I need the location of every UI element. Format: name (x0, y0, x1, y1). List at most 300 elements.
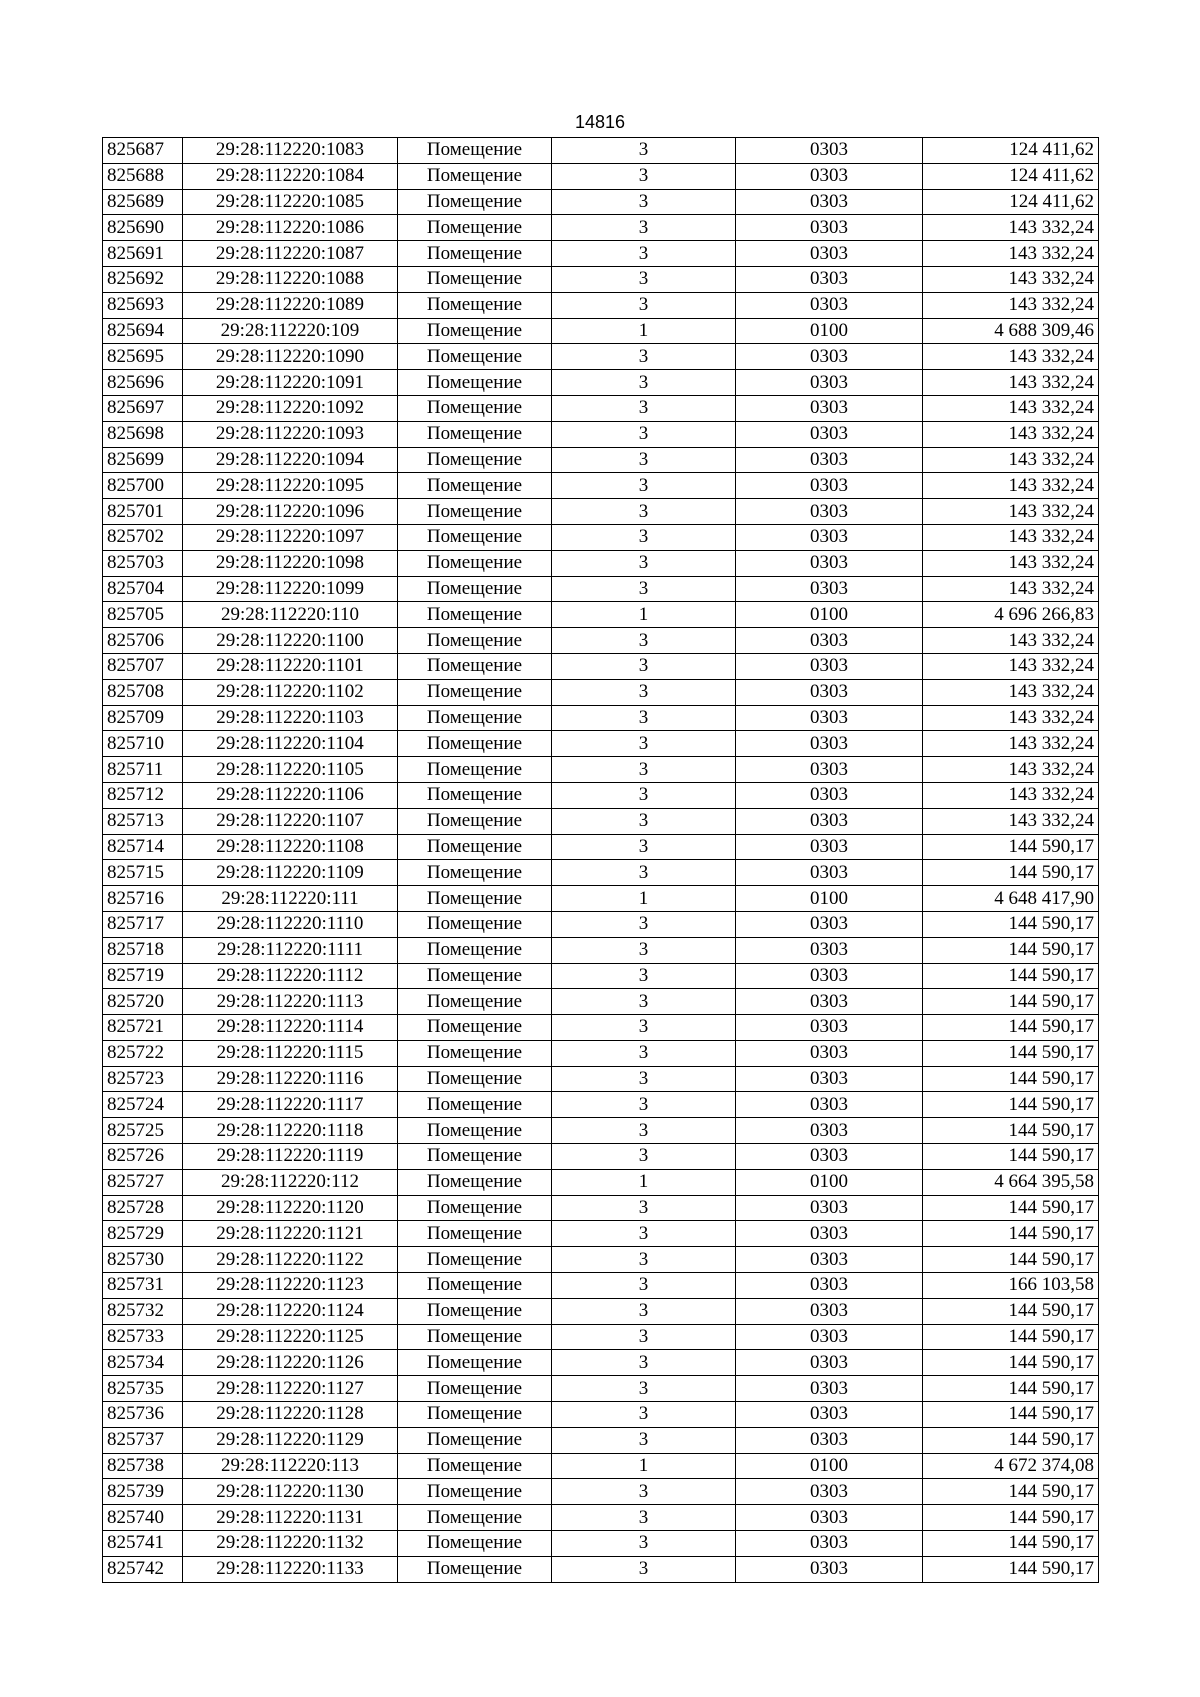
cadastral-value-cell: 144 590,17 (923, 1298, 1099, 1324)
row-id-cell: 825730 (103, 1247, 183, 1273)
cadastral-value-cell: 144 590,17 (923, 1118, 1099, 1144)
table-row (103, 1505, 1099, 1531)
object-type-cell: Помещение (398, 189, 552, 215)
purpose-code-cell: 0100 (736, 1453, 923, 1479)
purpose-code-cell: 0303 (736, 1298, 923, 1324)
cadastral-value-cell: 143 332,24 (923, 292, 1099, 318)
object-type-cell: Помещение (398, 292, 552, 318)
cadastral-value-cell: 144 590,17 (923, 1531, 1099, 1557)
purpose-code-cell: 0100 (736, 1169, 923, 1195)
cadastral-number-cell: 29:28:112220:1114 (183, 1015, 398, 1041)
object-type-cell: Помещение (398, 757, 552, 783)
table-row (103, 1195, 1099, 1221)
cadastral-value-cell: 144 590,17 (923, 963, 1099, 989)
cadastral-number-cell: 29:28:112220:1099 (183, 576, 398, 602)
cadastral-value-cell: 144 590,17 (923, 1144, 1099, 1170)
table-row (103, 1376, 1099, 1402)
object-type-cell: Помещение (398, 447, 552, 473)
purpose-code-cell: 0303 (736, 395, 923, 421)
object-type-cell: Помещение (398, 1118, 552, 1144)
purpose-code-cell: 0303 (736, 1118, 923, 1144)
table-row (103, 1479, 1099, 1505)
purpose-code-cell: 0303 (736, 834, 923, 860)
group-number-cell: 3 (552, 911, 736, 937)
row-id-cell: 825700 (103, 473, 183, 499)
row-id-cell: 825735 (103, 1376, 183, 1402)
row-id-cell: 825725 (103, 1118, 183, 1144)
group-number-cell: 3 (552, 163, 736, 189)
cadastral-value-cell: 143 332,24 (923, 241, 1099, 267)
cadastral-value-cell: 144 590,17 (923, 1350, 1099, 1376)
object-type-cell: Помещение (398, 989, 552, 1015)
cadastral-value-cell: 144 590,17 (923, 1092, 1099, 1118)
purpose-code-cell: 0303 (736, 679, 923, 705)
table-row (103, 1144, 1099, 1170)
cadastral-number-cell: 29:28:112220:1095 (183, 473, 398, 499)
table-row (103, 550, 1099, 576)
table-row (103, 1556, 1099, 1582)
cadastral-value-table (102, 137, 1099, 1583)
object-type-cell: Помещение (398, 499, 552, 525)
table-row (103, 628, 1099, 654)
purpose-code-cell: 0303 (736, 1195, 923, 1221)
row-id-cell: 825740 (103, 1505, 183, 1531)
row-id-cell: 825711 (103, 757, 183, 783)
cadastral-value-cell: 4 696 266,83 (923, 602, 1099, 628)
purpose-code-cell: 0303 (736, 1350, 923, 1376)
cadastral-value-cell: 144 590,17 (923, 1479, 1099, 1505)
table-row (103, 886, 1099, 912)
cadastral-number-cell: 29:28:112220:1121 (183, 1221, 398, 1247)
object-type-cell: Помещение (398, 602, 552, 628)
row-id-cell: 825721 (103, 1015, 183, 1041)
object-type-cell: Помещение (398, 1298, 552, 1324)
table-row (103, 1298, 1099, 1324)
purpose-code-cell: 0303 (736, 1427, 923, 1453)
cadastral-value-cell: 144 590,17 (923, 1221, 1099, 1247)
group-number-cell: 3 (552, 1324, 736, 1350)
object-type-cell: Помещение (398, 215, 552, 241)
object-type-cell: Помещение (398, 241, 552, 267)
row-id-cell: 825732 (103, 1298, 183, 1324)
cadastral-value-cell: 144 590,17 (923, 1505, 1099, 1531)
group-number-cell: 3 (552, 395, 736, 421)
cadastral-number-cell: 29:28:112220:1127 (183, 1376, 398, 1402)
purpose-code-cell: 0303 (736, 989, 923, 1015)
table-row (103, 937, 1099, 963)
table-row (103, 1066, 1099, 1092)
cadastral-value-cell: 4 664 395,58 (923, 1169, 1099, 1195)
purpose-code-cell: 0303 (736, 653, 923, 679)
purpose-code-cell: 0303 (736, 1376, 923, 1402)
table-row (103, 447, 1099, 473)
object-type-cell: Помещение (398, 1479, 552, 1505)
table-row (103, 989, 1099, 1015)
table-row (103, 292, 1099, 318)
cadastral-value-cell: 144 590,17 (923, 1427, 1099, 1453)
row-id-cell: 825699 (103, 447, 183, 473)
group-number-cell: 3 (552, 1298, 736, 1324)
group-number-cell: 3 (552, 937, 736, 963)
purpose-code-cell: 0303 (736, 1505, 923, 1531)
object-type-cell: Помещение (398, 1144, 552, 1170)
group-number-cell: 3 (552, 1015, 736, 1041)
object-type-cell: Помещение (398, 550, 552, 576)
table-row (103, 1221, 1099, 1247)
row-id-cell: 825690 (103, 215, 183, 241)
row-id-cell: 825698 (103, 421, 183, 447)
row-id-cell: 825717 (103, 911, 183, 937)
row-id-cell: 825693 (103, 292, 183, 318)
cadastral-number-cell: 29:28:112220:1131 (183, 1505, 398, 1531)
purpose-code-cell: 0303 (736, 1247, 923, 1273)
group-number-cell: 3 (552, 1040, 736, 1066)
cadastral-value-cell: 124 411,62 (923, 189, 1099, 215)
purpose-code-cell: 0303 (736, 731, 923, 757)
table-row (103, 138, 1099, 164)
cadastral-number-cell: 29:28:112220:1111 (183, 937, 398, 963)
cadastral-value-cell: 143 332,24 (923, 679, 1099, 705)
object-type-cell: Помещение (398, 576, 552, 602)
table-row (103, 499, 1099, 525)
purpose-code-cell: 0303 (736, 266, 923, 292)
row-id-cell: 825739 (103, 1479, 183, 1505)
cadastral-value-cell: 144 590,17 (923, 1195, 1099, 1221)
object-type-cell: Помещение (398, 1402, 552, 1428)
group-number-cell: 3 (552, 241, 736, 267)
row-id-cell: 825720 (103, 989, 183, 1015)
cadastral-number-cell: 29:28:112220:1092 (183, 395, 398, 421)
row-id-cell: 825691 (103, 241, 183, 267)
cadastral-number-cell: 29:28:112220:1104 (183, 731, 398, 757)
purpose-code-cell: 0303 (736, 499, 923, 525)
group-number-cell: 3 (552, 576, 736, 602)
group-number-cell: 3 (552, 705, 736, 731)
group-number-cell: 3 (552, 757, 736, 783)
table-row (103, 911, 1099, 937)
purpose-code-cell: 0303 (736, 241, 923, 267)
table-row (103, 1324, 1099, 1350)
cadastral-value-cell: 143 332,24 (923, 421, 1099, 447)
row-id-cell: 825713 (103, 808, 183, 834)
cadastral-number-cell: 29:28:112220:112 (183, 1169, 398, 1195)
group-number-cell: 3 (552, 370, 736, 396)
row-id-cell: 825723 (103, 1066, 183, 1092)
group-number-cell: 1 (552, 1453, 736, 1479)
cadastral-number-cell: 29:28:112220:1096 (183, 499, 398, 525)
row-id-cell: 825729 (103, 1221, 183, 1247)
cadastral-number-cell: 29:28:112220:1101 (183, 653, 398, 679)
object-type-cell: Помещение (398, 886, 552, 912)
purpose-code-cell: 0303 (736, 1531, 923, 1557)
object-type-cell: Помещение (398, 1324, 552, 1350)
table-row (103, 1118, 1099, 1144)
cadastral-number-cell: 29:28:112220:1102 (183, 679, 398, 705)
group-number-cell: 3 (552, 447, 736, 473)
group-number-cell: 3 (552, 860, 736, 886)
cadastral-value-cell: 144 590,17 (923, 1402, 1099, 1428)
table-row (103, 215, 1099, 241)
object-type-cell: Помещение (398, 911, 552, 937)
group-number-cell: 3 (552, 834, 736, 860)
row-id-cell: 825733 (103, 1324, 183, 1350)
cadastral-number-cell: 29:28:112220:1116 (183, 1066, 398, 1092)
table-row (103, 395, 1099, 421)
object-type-cell: Помещение (398, 731, 552, 757)
table-row (103, 576, 1099, 602)
table-row (103, 1350, 1099, 1376)
cadastral-number-cell: 29:28:112220:1133 (183, 1556, 398, 1582)
group-number-cell: 3 (552, 550, 736, 576)
cadastral-number-cell: 29:28:112220:1130 (183, 1479, 398, 1505)
row-id-cell: 825694 (103, 318, 183, 344)
row-id-cell: 825704 (103, 576, 183, 602)
purpose-code-cell: 0303 (736, 473, 923, 499)
group-number-cell: 3 (552, 1505, 736, 1531)
cadastral-value-cell: 143 332,24 (923, 705, 1099, 731)
cadastral-number-cell: 29:28:112220:1105 (183, 757, 398, 783)
group-number-cell: 3 (552, 1376, 736, 1402)
purpose-code-cell: 0303 (736, 215, 923, 241)
cadastral-number-cell: 29:28:112220:1128 (183, 1402, 398, 1428)
purpose-code-cell: 0100 (736, 318, 923, 344)
cadastral-value-cell: 144 590,17 (923, 1556, 1099, 1582)
cadastral-value-cell: 144 590,17 (923, 1376, 1099, 1402)
object-type-cell: Помещение (398, 705, 552, 731)
group-number-cell: 3 (552, 1556, 736, 1582)
table-row (103, 1402, 1099, 1428)
purpose-code-cell: 0303 (736, 937, 923, 963)
table-row (103, 1531, 1099, 1557)
row-id-cell: 825689 (103, 189, 183, 215)
group-number-cell: 3 (552, 138, 736, 164)
object-type-cell: Помещение (398, 1221, 552, 1247)
purpose-code-cell: 0303 (736, 1402, 923, 1428)
purpose-code-cell: 0303 (736, 1273, 923, 1299)
object-type-cell: Помещение (398, 679, 552, 705)
object-type-cell: Помещение (398, 1169, 552, 1195)
purpose-code-cell: 0303 (736, 189, 923, 215)
row-id-cell: 825722 (103, 1040, 183, 1066)
cadastral-number-cell: 29:28:112220:1087 (183, 241, 398, 267)
cadastral-value-cell: 124 411,62 (923, 138, 1099, 164)
row-id-cell: 825702 (103, 524, 183, 550)
table-body (103, 138, 1099, 1583)
table-row (103, 1040, 1099, 1066)
purpose-code-cell: 0303 (736, 1479, 923, 1505)
cadastral-number-cell: 29:28:112220:110 (183, 602, 398, 628)
table-row (103, 1169, 1099, 1195)
table-row (103, 421, 1099, 447)
group-number-cell: 1 (552, 1169, 736, 1195)
table-row (103, 679, 1099, 705)
object-type-cell: Помещение (398, 1505, 552, 1531)
cadastral-value-cell: 144 590,17 (923, 1066, 1099, 1092)
table-row (103, 1453, 1099, 1479)
cadastral-number-cell: 29:28:112220:1107 (183, 808, 398, 834)
object-type-cell: Помещение (398, 1453, 552, 1479)
cadastral-number-cell: 29:28:112220:111 (183, 886, 398, 912)
purpose-code-cell: 0303 (736, 1066, 923, 1092)
cadastral-value-cell: 143 332,24 (923, 757, 1099, 783)
cadastral-number-cell: 29:28:112220:1117 (183, 1092, 398, 1118)
table-row (103, 344, 1099, 370)
group-number-cell: 3 (552, 963, 736, 989)
cadastral-value-cell: 143 332,24 (923, 370, 1099, 396)
cadastral-value-cell: 143 332,24 (923, 576, 1099, 602)
row-id-cell: 825727 (103, 1169, 183, 1195)
group-number-cell: 3 (552, 1066, 736, 1092)
table-row (103, 370, 1099, 396)
cadastral-value-cell: 143 332,24 (923, 344, 1099, 370)
row-id-cell: 825718 (103, 937, 183, 963)
cadastral-value-cell: 143 332,24 (923, 782, 1099, 808)
object-type-cell: Помещение (398, 1040, 552, 1066)
purpose-code-cell: 0100 (736, 602, 923, 628)
table-row (103, 1273, 1099, 1299)
group-number-cell: 3 (552, 628, 736, 654)
group-number-cell: 3 (552, 292, 736, 318)
row-id-cell: 825687 (103, 138, 183, 164)
table-row (103, 731, 1099, 757)
group-number-cell: 3 (552, 1350, 736, 1376)
group-number-cell: 3 (552, 266, 736, 292)
group-number-cell: 3 (552, 421, 736, 447)
purpose-code-cell: 0303 (736, 576, 923, 602)
cadastral-value-cell: 144 590,17 (923, 989, 1099, 1015)
cadastral-number-cell: 29:28:112220:1129 (183, 1427, 398, 1453)
purpose-code-cell: 0303 (736, 1324, 923, 1350)
object-type-cell: Помещение (398, 473, 552, 499)
cadastral-value-cell: 143 332,24 (923, 499, 1099, 525)
row-id-cell: 825724 (103, 1092, 183, 1118)
row-id-cell: 825692 (103, 266, 183, 292)
group-number-cell: 3 (552, 1427, 736, 1453)
row-id-cell: 825707 (103, 653, 183, 679)
cadastral-number-cell: 29:28:112220:1110 (183, 911, 398, 937)
table-row (103, 757, 1099, 783)
cadastral-value-cell: 143 332,24 (923, 524, 1099, 550)
cadastral-value-cell: 144 590,17 (923, 1247, 1099, 1273)
object-type-cell: Помещение (398, 1531, 552, 1557)
cadastral-number-cell: 29:28:112220:1115 (183, 1040, 398, 1066)
purpose-code-cell: 0100 (736, 886, 923, 912)
object-type-cell: Помещение (398, 1556, 552, 1582)
purpose-code-cell: 0303 (736, 705, 923, 731)
table-row (103, 653, 1099, 679)
row-id-cell: 825731 (103, 1273, 183, 1299)
purpose-code-cell: 0303 (736, 782, 923, 808)
table-row (103, 473, 1099, 499)
cadastral-value-cell: 124 411,62 (923, 163, 1099, 189)
cadastral-number-cell: 29:28:112220:1106 (183, 782, 398, 808)
group-number-cell: 3 (552, 189, 736, 215)
table-row (103, 318, 1099, 344)
object-type-cell: Помещение (398, 628, 552, 654)
table-row (103, 266, 1099, 292)
cadastral-value-cell: 144 590,17 (923, 1040, 1099, 1066)
group-number-cell: 1 (552, 886, 736, 912)
group-number-cell: 3 (552, 1531, 736, 1557)
cadastral-number-cell: 29:28:112220:1123 (183, 1273, 398, 1299)
purpose-code-cell: 0303 (736, 860, 923, 886)
cadastral-number-cell: 29:28:112220:1086 (183, 215, 398, 241)
group-number-cell: 3 (552, 808, 736, 834)
row-id-cell: 825701 (103, 499, 183, 525)
purpose-code-cell: 0303 (736, 524, 923, 550)
object-type-cell: Помещение (398, 1427, 552, 1453)
cadastral-value-cell: 143 332,24 (923, 550, 1099, 576)
group-number-cell: 3 (552, 499, 736, 525)
cadastral-number-cell: 29:28:112220:1100 (183, 628, 398, 654)
cadastral-number-cell: 29:28:112220:1084 (183, 163, 398, 189)
object-type-cell: Помещение (398, 1195, 552, 1221)
object-type-cell: Помещение (398, 808, 552, 834)
row-id-cell: 825714 (103, 834, 183, 860)
cadastral-value-cell: 4 688 309,46 (923, 318, 1099, 344)
row-id-cell: 825709 (103, 705, 183, 731)
purpose-code-cell: 0303 (736, 757, 923, 783)
row-id-cell: 825736 (103, 1402, 183, 1428)
cadastral-value-cell: 143 332,24 (923, 447, 1099, 473)
cadastral-number-cell: 29:28:112220:1098 (183, 550, 398, 576)
table-row (103, 1427, 1099, 1453)
object-type-cell: Помещение (398, 370, 552, 396)
purpose-code-cell: 0303 (736, 628, 923, 654)
row-id-cell: 825703 (103, 550, 183, 576)
cadastral-value-cell: 144 590,17 (923, 1324, 1099, 1350)
cadastral-number-cell: 29:28:112220:1109 (183, 860, 398, 886)
table-row (103, 163, 1099, 189)
row-id-cell: 825719 (103, 963, 183, 989)
cadastral-number-cell: 29:28:112220:1103 (183, 705, 398, 731)
purpose-code-cell: 0303 (736, 1144, 923, 1170)
purpose-code-cell: 0303 (736, 963, 923, 989)
table-row (103, 524, 1099, 550)
object-type-cell: Помещение (398, 1376, 552, 1402)
purpose-code-cell: 0303 (736, 292, 923, 318)
cadastral-number-cell: 29:28:112220:1125 (183, 1324, 398, 1350)
cadastral-number-cell: 29:28:112220:1112 (183, 963, 398, 989)
object-type-cell: Помещение (398, 782, 552, 808)
row-id-cell: 825705 (103, 602, 183, 628)
row-id-cell: 825716 (103, 886, 183, 912)
purpose-code-cell: 0303 (736, 370, 923, 396)
cadastral-number-cell: 29:28:112220:1118 (183, 1118, 398, 1144)
cadastral-value-cell: 144 590,17 (923, 1015, 1099, 1041)
row-id-cell: 825712 (103, 782, 183, 808)
table-row (103, 1092, 1099, 1118)
object-type-cell: Помещение (398, 163, 552, 189)
row-id-cell: 825696 (103, 370, 183, 396)
cadastral-value-cell: 143 332,24 (923, 266, 1099, 292)
cadastral-number-cell: 29:28:112220:1085 (183, 189, 398, 215)
purpose-code-cell: 0303 (736, 911, 923, 937)
group-number-cell: 3 (552, 1221, 736, 1247)
row-id-cell: 825708 (103, 679, 183, 705)
cadastral-number-cell: 29:28:112220:1113 (183, 989, 398, 1015)
cadastral-value-cell: 144 590,17 (923, 911, 1099, 937)
purpose-code-cell: 0303 (736, 344, 923, 370)
group-number-cell: 3 (552, 1118, 736, 1144)
row-id-cell: 825710 (103, 731, 183, 757)
object-type-cell: Помещение (398, 318, 552, 344)
group-number-cell: 3 (552, 782, 736, 808)
cadastral-number-cell: 29:28:112220:1132 (183, 1531, 398, 1557)
object-type-cell: Помещение (398, 1350, 552, 1376)
cadastral-number-cell: 29:28:112220:1097 (183, 524, 398, 550)
row-id-cell: 825738 (103, 1453, 183, 1479)
